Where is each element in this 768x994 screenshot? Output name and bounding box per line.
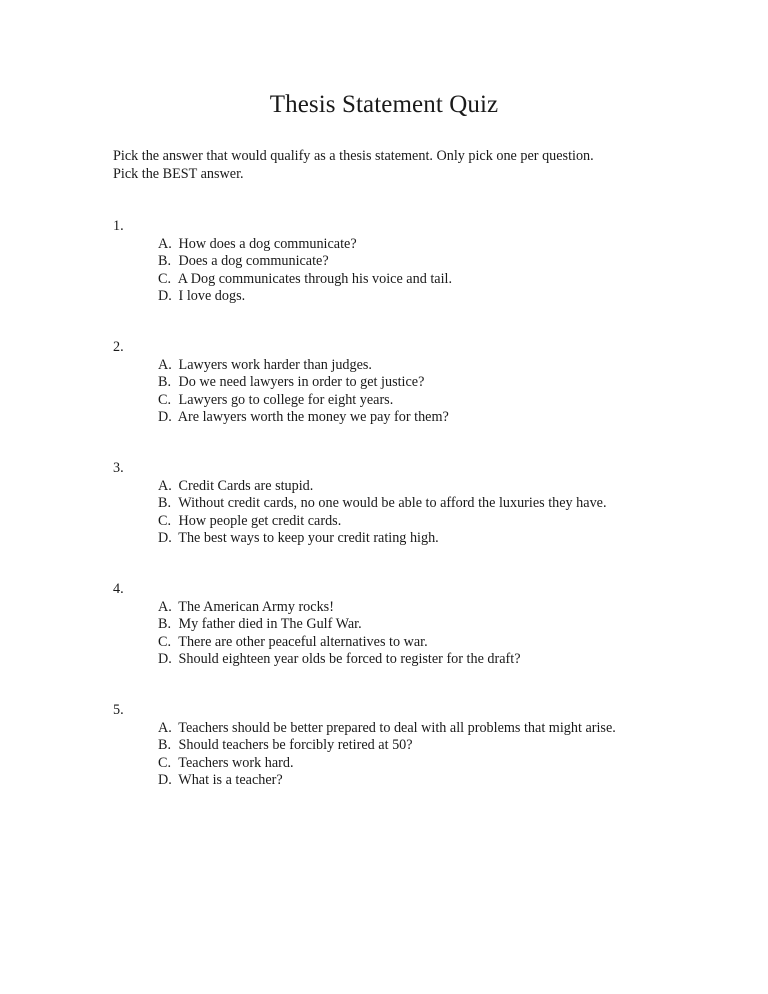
question-number: 2.: [113, 339, 124, 355]
answer-options: [158, 720, 713, 790]
answer-option-a[interactable]: [158, 236, 713, 254]
option-text: Should teachers be forcibly retired at 50?: [178, 737, 413, 753]
option-letter: D.: [158, 288, 172, 304]
answer-option-d[interactable]: [158, 651, 713, 669]
question-number: 5.: [113, 702, 124, 718]
option-text: The American Army rocks!: [178, 598, 334, 615]
instructions-line-2: Pick the BEST answer.: [113, 165, 244, 182]
instructions: [113, 148, 713, 183]
answer-option-b[interactable]: [158, 737, 713, 755]
option-text: What is a teacher?: [178, 772, 283, 788]
answer-option-c[interactable]: [158, 513, 713, 531]
option-letter: C.: [158, 391, 172, 408]
question-5: [113, 702, 713, 790]
answer-option-a[interactable]: [158, 599, 713, 617]
option-letter: C.: [158, 270, 172, 287]
option-text: Lawyers work harder than judges.: [178, 356, 372, 373]
answer-option-c[interactable]: [158, 755, 713, 773]
answer-options: [158, 599, 713, 669]
page-title: Thesis Statement Quiz: [269, 91, 499, 118]
question-4: [113, 581, 713, 669]
instructions-line-1: Pick the answer that would qualify as a thesis statement. Only pick one per question.: [113, 148, 594, 164]
option-text: How people get credit cards.: [178, 512, 342, 529]
option-text: Teachers work hard.: [178, 754, 294, 771]
option-letter: D.: [158, 772, 172, 788]
option-letter: B.: [158, 374, 172, 390]
answer-option-b[interactable]: [158, 495, 713, 513]
answer-options: [158, 357, 713, 427]
question-1: [113, 218, 713, 306]
option-letter: C.: [158, 633, 172, 650]
option-text: Should eighteen year olds be forced to register for the draft?: [178, 651, 521, 667]
answer-option-d[interactable]: [158, 409, 713, 427]
option-text: Do we need lawyers in order to get justice?: [178, 374, 425, 390]
option-letter: C.: [158, 754, 172, 771]
answer-option-d[interactable]: [158, 288, 713, 306]
option-letter: B.: [158, 495, 172, 511]
option-text: There are other peaceful alternatives to war.: [178, 633, 428, 650]
option-letter: B.: [158, 616, 172, 632]
option-letter: C.: [158, 512, 172, 529]
question-number: 3.: [113, 460, 124, 476]
answer-option-b[interactable]: [158, 253, 713, 271]
option-text: Are lawyers worth the money we pay for them?: [177, 409, 449, 425]
option-letter: A.: [158, 598, 172, 615]
option-letter: A.: [158, 719, 172, 736]
answer-option-c[interactable]: [158, 271, 713, 289]
option-letter: A.: [158, 477, 172, 494]
option-letter: B.: [158, 253, 172, 269]
option-text: Lawyers go to college for eight years.: [178, 391, 394, 408]
answer-option-a[interactable]: [158, 357, 713, 375]
option-letter: A.: [158, 235, 172, 252]
option-letter: A.: [158, 356, 172, 373]
option-letter: D.: [158, 409, 172, 425]
option-letter: D.: [158, 651, 172, 667]
option-text: My father died in The Gulf War.: [178, 616, 362, 632]
option-letter: B.: [158, 737, 172, 753]
option-text: Does a dog communicate?: [178, 253, 329, 269]
option-letter: D.: [158, 530, 172, 546]
question-3: [113, 460, 713, 548]
answer-options: [158, 236, 713, 306]
answer-option-d[interactable]: [158, 772, 713, 790]
option-text: The best ways to keep your credit rating high.: [178, 530, 439, 546]
option-text: Credit Cards are stupid.: [178, 477, 314, 494]
question-number: 4.: [113, 581, 124, 597]
option-text: I love dogs.: [178, 288, 246, 304]
answer-option-d[interactable]: [158, 530, 713, 548]
answer-option-c[interactable]: [158, 392, 713, 410]
question-number: 1.: [113, 218, 124, 234]
answer-options: [158, 478, 713, 548]
option-text: A Dog communicates through his voice and tail.: [177, 270, 453, 287]
answer-option-a[interactable]: [158, 478, 713, 496]
answer-option-c[interactable]: [158, 634, 713, 652]
answer-option-a[interactable]: [158, 720, 713, 738]
answer-option-b[interactable]: [158, 374, 713, 392]
question-2: [113, 339, 713, 427]
option-text: Without credit cards, no one would be able to afford the luxuries they have.: [178, 495, 607, 511]
answer-option-b[interactable]: [158, 616, 713, 634]
option-text: How does a dog communicate?: [178, 235, 357, 252]
option-text: Teachers should be better prepared to deal with all problems that might arise.: [178, 719, 616, 736]
